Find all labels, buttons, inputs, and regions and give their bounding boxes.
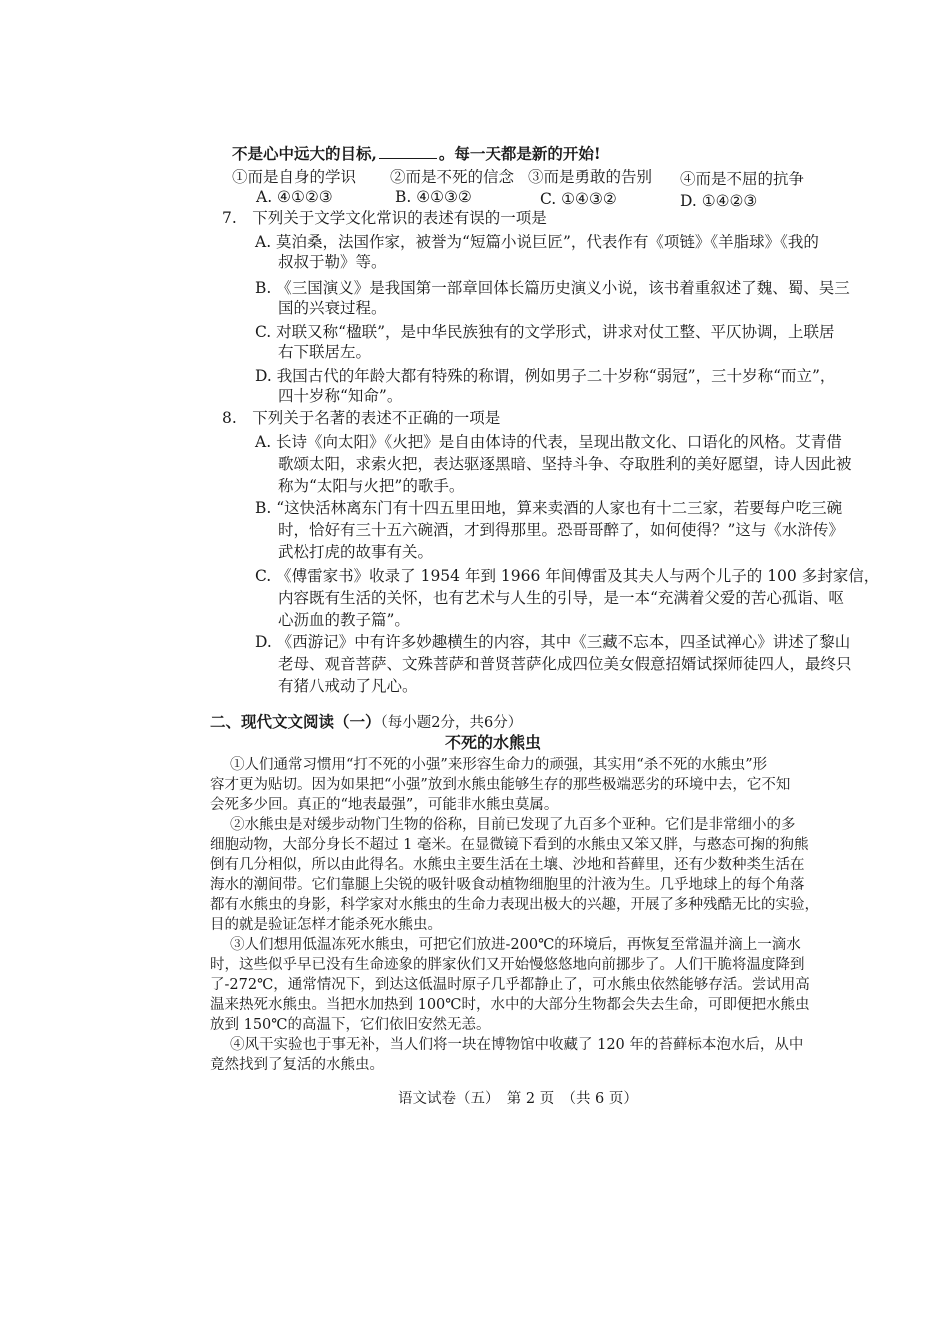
q8-option-d-line3: 有猪八戒动了凡心。 (278, 677, 418, 695)
q7-option-b-line2: 国的兴衰过程。 (278, 299, 387, 317)
q8-option-a-line3: 称为“太阳与火把”的歌手。 (278, 477, 465, 495)
q8-option-b-line1: B. “这快活林离东门有十四五里田地，算来卖酒的人家也有十二三家，若要每户吃三碗 (255, 499, 843, 517)
q8-option-d-line1: D. 《西游记》中有许多妙趣横生的内容，其中《三藏不忘本，四圣试禅心》讲述了黎山 (255, 633, 851, 651)
q6-item-2: ②而是不死的信念 (390, 168, 515, 186)
q8-option-b-line3: 武松打虎的故事有关。 (278, 543, 434, 561)
p2-line3: 倒有几分相似，所以由此得名。水熊虫主要生活在土壤、沙地和苔藓里，还有少数种类生活在 (210, 857, 805, 873)
p3-line4: 温来热死水熊虫。当把水加热到 100℃时，水中的大部分生物都会失去生命，可即便把水熊虫 (210, 997, 810, 1013)
p1-line1: ①人们通常习惯用“打不死的小强”来形容生命力的顽强，其实用“杀不死的水熊虫”形 (230, 757, 768, 773)
q8-option-b-line2: 时，恰好有三十五六碗酒，才到得那里。恐哥哥醉了，如何使得？”这与《水浒传》 (278, 521, 844, 539)
section-heading-title: 二、现代文文阅读（一） (210, 712, 381, 731)
q6-stem (232, 144, 601, 164)
p2-line1: ②水熊虫是对缓步动物门生物的俗称，目前已发现了九百多个亚种。它们是非常细小的多 (230, 817, 796, 833)
p3-line5: 放到 150℃的高温下，它们依旧安然无恙。 (210, 1017, 491, 1033)
section-heading-note: （每小题2分，共6分） (380, 715, 523, 731)
q6-option-c: C. ①④③② (540, 190, 617, 208)
p2-line5: 都有水熊虫的身影，科学家对水熊虫的生命力表现出极大的兴趣，开展了多种残酷无比的实验， (210, 897, 819, 913)
q6-item-1: ①而是自身的学识 (232, 168, 357, 186)
q6-stem-a: 不是心中远大的目标, (232, 144, 377, 163)
p3-line1: ③人们想用低温冻死水熊虫，可把它们放进-200℃的环境后，再恢复至常温并滴上一滴水 (230, 937, 801, 953)
article-title: 不死的水熊虫 (445, 733, 542, 752)
q6-item-4: ④而是不屈的抗争 (680, 170, 805, 188)
q8-option-a-line1: A. 长诗《向太阳》《火把》是自由体诗的代表，呈现出散文化、口语化的风格。艾青借 (255, 433, 842, 451)
p1-line2: 容才更为贴切。因为如果把“小强”放到水熊虫能够生存的那些极端恶劣的环境中去，它不知 (210, 777, 791, 793)
q7-option-c-line2: 右下联居左。 (278, 343, 372, 361)
q8-option-c-line1: C. 《傅雷家书》收录了 1954 年到 1966 年间傅雷及其夫人与两个儿子的 100 多封家信， (255, 567, 880, 585)
answer-blank (379, 144, 437, 159)
q8-option-c-line2: 内容既有生活的关怀，也有艺术与人生的引导，是一本“充满着父爱的苦心孤诣、呕 (278, 589, 844, 607)
p2-line2: 细胞动物，大部分身长不超过 1 毫米。在显微镜下看到的水熊虫又笨又胖，与憨态可掬的狗熊 (210, 837, 809, 853)
p4-line1: ④风干实验也于事无补，当人们将一块在博物馆中收藏了 120 年的苔藓标本泡水后，从中 (230, 1037, 804, 1053)
page-footer: 语文试卷（五） 第 2 页 （共 6 页） (398, 1091, 638, 1107)
p4-line2: 竟然找到了复活的水熊虫。 (210, 1057, 384, 1073)
section-heading (210, 712, 522, 733)
q7-stem: 7. 下列关于文学文化常识的表述有误的一项是 (222, 209, 547, 227)
q8-option-c-line3: 心沥血的教子篇”。 (278, 611, 410, 629)
p2-line4: 海水的潮间带。它们靠腿上尖锐的吸针吸食动植物细胞里的汁液为生。几乎地球上的每个角落 (210, 877, 805, 893)
q7-option-d-line2: 四十岁称“知命”。 (278, 387, 403, 405)
q7-option-a-line2: 叔叔于勒》等。 (278, 253, 387, 271)
q8-option-d-line2: 老母、观音菩萨、文殊菩萨和普贤菩萨化成四位美女假意招婿试探师徒四人，最终只 (278, 655, 852, 673)
p1-line3: 会死多少回。真正的“地表最强”，可能非水熊虫莫属。 (210, 797, 559, 813)
q7-option-b-line1: B. 《三国演义》是我国第一部章回体长篇历史演义小说，该书着重叙述了魏、蜀、吴三 (255, 279, 850, 297)
q6-stem-b: 。每一天都是新的开始! (438, 144, 601, 163)
q7-option-c-line1: C. 对联又称“楹联”，是中华民族独有的文学形式，讲求对仗工整、平仄协调，上联居 (255, 323, 835, 341)
q7-option-a-line1: A. 莫泊桑，法国作家，被誉为“短篇小说巨匠”，代表作有《项链》《羊脂球》《我的 (255, 233, 819, 251)
q6-item-3: ③而是勇敢的告别 (528, 168, 653, 186)
q8-stem: 8. 下列关于名著的表述不正确的一项是 (222, 409, 501, 427)
q7-option-d-line1: D. 我国古代的年龄大都有特殊的称谓，例如男子二十岁称“弱冠”，三十岁称“而立”， (255, 367, 836, 385)
q8-option-a-line2: 歌颂太阳，求索火把，表达驱逐黑暗、坚持斗争、夺取胜利的美好愿望，诗人因此被 (278, 455, 852, 473)
q6-option-d: D. ①④②③ (680, 192, 758, 210)
p2-line6: 目的就是验证怎样才能杀死水熊虫。 (210, 917, 442, 933)
q6-option-b: B. ④①③② (395, 188, 472, 206)
p3-line2: 时，这些似乎早已没有生命迹象的胖家伙们又开始慢悠悠地向前挪步了。人们干脆将温度降到 (210, 957, 805, 973)
q6-option-a: A. ④①②③ (256, 188, 333, 206)
p3-line3: 了-272℃，通常情况下，到达这低温时原子几乎都静止了，可水熊虫依然能够存活。尝试用高 (210, 977, 810, 993)
